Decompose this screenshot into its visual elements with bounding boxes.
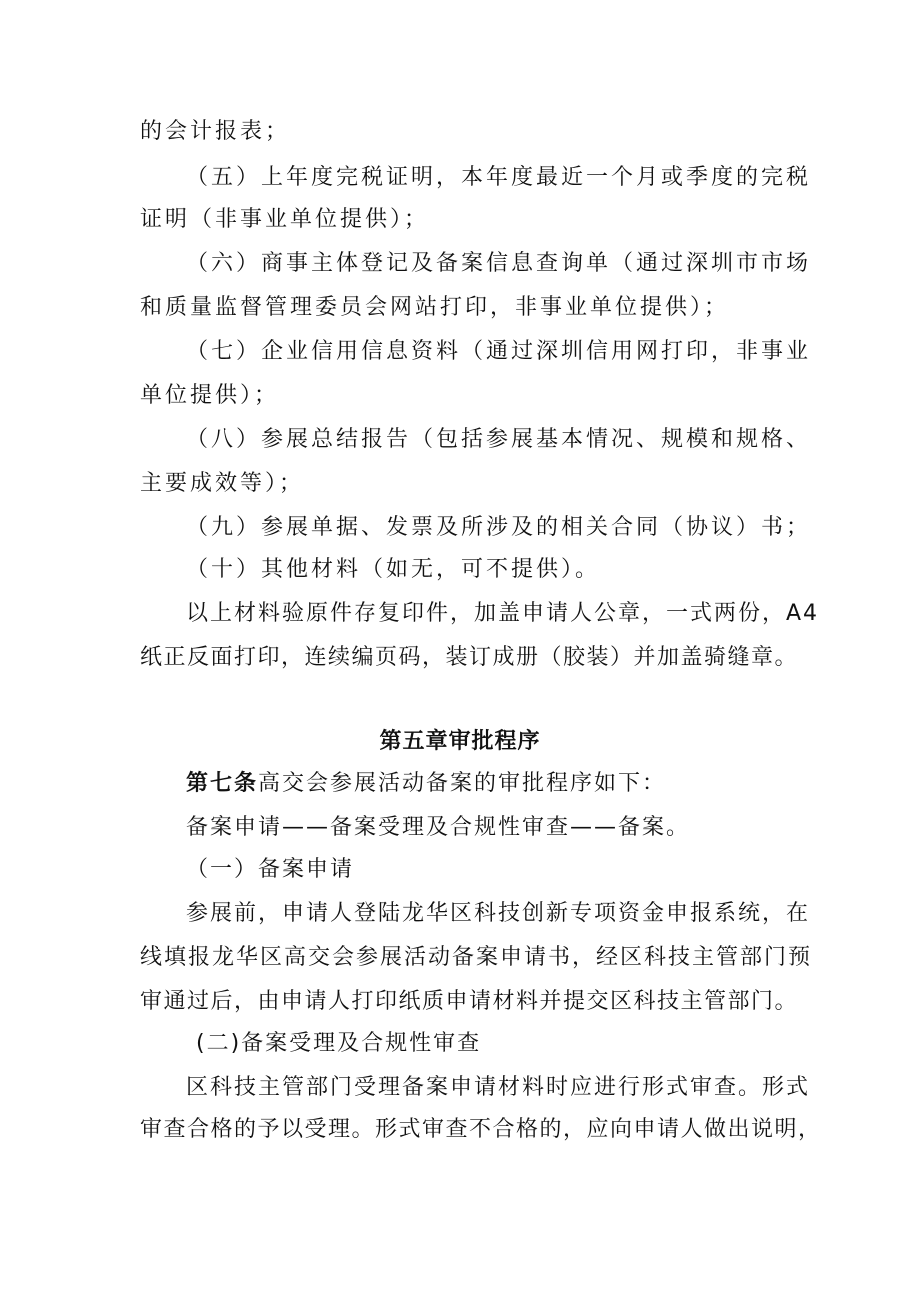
text-line: 的会计报表； (140, 119, 291, 144)
article-text: 高交会参展活动备案的审批程序如下： (258, 771, 667, 796)
text-line: 参展前，申请人登陆龙华区科技创新专项资金申报系统，在 (186, 901, 811, 926)
text-line: （一）备案申请 (186, 857, 355, 882)
text-line: 单位提供）； (140, 383, 280, 408)
article-line (186, 770, 836, 798)
text-line: (二)备案受理及合规性审查 (196, 1031, 482, 1056)
text-line: 和质量监督管理委员会网站打印，非事业单位提供）； (140, 295, 730, 320)
text-line: （八）参展总结报告（包括参展基本情况、规模和规格、 (186, 427, 812, 452)
text-line: 审通过后，由申请人打印纸质申请材料并提交区科技主管部门。 (140, 989, 799, 1014)
chapter-heading: 第五章审批程序 (379, 729, 541, 754)
text-line: 主要成效等）； (140, 471, 305, 496)
text-line: （九）参展单据、发票及所涉及的相关合同（协议）书； (186, 515, 812, 540)
text-line: 证明（非事业单位提供）； (140, 207, 430, 232)
text-line: 区科技主管部门受理备案申请材料时应进行形式审查。形式 (186, 1075, 811, 1100)
text-line: （七）企业信用信息资料（通过深圳信用网打印，非事业 (186, 339, 812, 364)
text-line: 备案申请——备案受理及合规性审查——备案。 (186, 815, 691, 840)
text-line: （六）商事主体登记及备案信息查询单（通过深圳市市场 (186, 251, 812, 276)
article-number: 第七条 (186, 771, 259, 796)
text-line: 以上材料验原件存复印件，加盖申请人公章，一式两份，A4 (186, 601, 820, 626)
text-line: （十）其他材料（如无，可不提供）。 (186, 557, 601, 582)
text-line: 线填报龙华区高交会参展活动备案申请书，经区科技主管部门预 (140, 945, 813, 970)
text-line: （五）上年度完税证明，本年度最近一个月或季度的完税 (186, 165, 812, 190)
text-line: 纸正反面打印，连续编页码，装订成册（胶装）并加盖骑缝章。 (140, 645, 799, 670)
text-line: 审查合格的予以受理。形式审查不合格的，应向申请人做出说明， (140, 1117, 822, 1142)
